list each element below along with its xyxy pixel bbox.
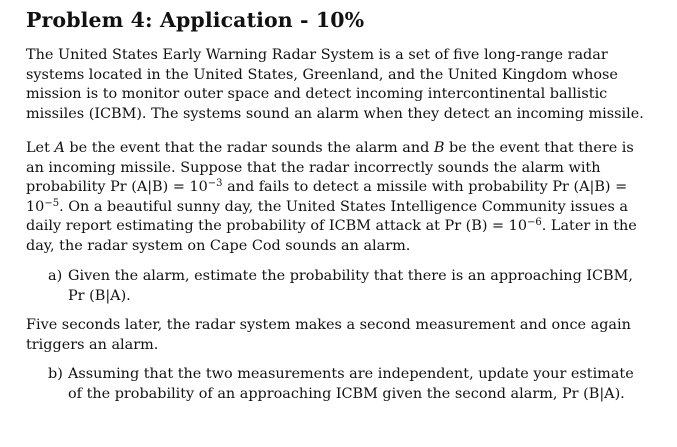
exponent: −3: [207, 178, 223, 189]
text-segment: . On a beautiful sunny day, the United States Intelligence Community issues a daily report estimating the probability of ICBM attack at: [26, 198, 628, 234]
variable-a: A: [54, 140, 65, 156]
question-a-text: Given the alarm, estimate the probability that there is an approaching ICBM, Pr (B|A).: [68, 268, 633, 304]
problem-title: Problem 4: Application - 10%: [26, 8, 365, 32]
false-alarm-expression: Pr (A|B) = 10: [110, 179, 208, 195]
question-a: [48, 267, 647, 306]
second-measurement-paragraph: Five seconds later, the radar system makes a second measurement and once again triggers an alarm.: [26, 317, 631, 353]
text-segment: be the event that there is an incoming missile. Suppose that the radar incorrectly sounds the alarm with probability: [26, 140, 634, 195]
question-b: [48, 365, 647, 404]
intro-paragraph: The United States Early Warning Radar System is a set of five long-range radar systems located in the United States, Greenland, and the United Kingdom whose mission is to monitor outer space and detect incoming intercontinental ballistic missiles (ICBM). The systems sound an alarm when they detect an incoming missile.: [26, 47, 644, 122]
text-segment: and fails to detect a missile with probability: [222, 179, 553, 195]
text-segment: . Later in the day, the radar system on Cape Cod sounds an alarm.: [26, 218, 637, 254]
question-a-label: a): [48, 268, 63, 284]
text-segment: be the event that the radar sounds the alarm and: [64, 140, 434, 156]
exponent: −5: [44, 197, 60, 209]
miss-expression: Pr (A|B) = 10: [26, 179, 628, 215]
text-segment: Let: [26, 140, 55, 156]
question-b-text: Assuming that the two measurements are independent, update your estimate of the probability of an approaching ICBM given the second alarm, Pr (B|A).: [68, 366, 634, 402]
variable-b: B: [433, 140, 445, 156]
question-b-label: b): [48, 366, 63, 382]
event-definition-paragraph: [26, 139, 651, 256]
prior-expression: Pr (B) = 10: [444, 218, 527, 234]
exponent: −6: [527, 217, 542, 228]
